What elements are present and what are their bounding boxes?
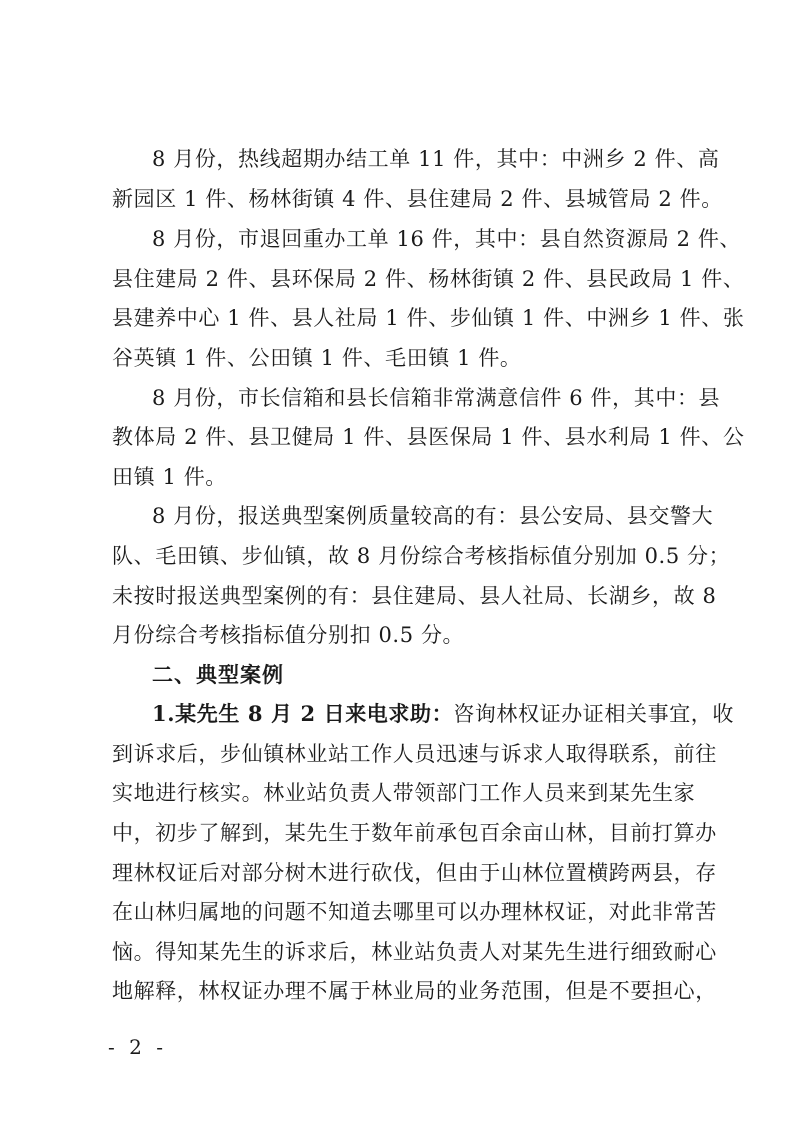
section-heading: 二、典型案例 — [152, 663, 284, 687]
paragraph-line: 谷英镇 1 件、公田镇 1 件、毛田镇 1 件。 — [112, 346, 522, 370]
paragraph-line: 中，初步了解到，某先生于数年前承包百余亩山林，目前打算办 — [112, 821, 717, 845]
paragraph-line: 田镇 1 件。 — [112, 465, 227, 489]
paragraph-line: 在山林归属地的问题不知道去哪里可以办理林权证，对此非常苦 — [112, 900, 717, 924]
paragraph-line: 新园区 1 件、杨林街镇 4 件、县住建局 2 件、县城管局 2 件。 — [112, 187, 723, 211]
paragraph-line: 月份综合考核指标值分别扣 0.5 分。 — [112, 623, 465, 647]
paragraph-line: 教体局 2 件、县卫健局 1 件、县医保局 1 件、县水利局 1 件、公 — [112, 425, 745, 449]
paragraph-line: 未按时报送典型案例的有：县住建局、县人社局、长湖乡，故 8 — [112, 584, 717, 608]
paragraph-line: 到诉求后，步仙镇林业站工作人员迅速与诉求人取得联系，前往 — [112, 742, 717, 766]
paragraph-line: 8 月份，市退回重办工单 16 件，其中：县自然资源局 2 件、 — [152, 227, 742, 251]
paragraph-line: 县住建局 2 件、县环保局 2 件、杨林街镇 2 件、县民政局 1 件、 — [112, 267, 745, 291]
paragraph-line: 8 月份，市长信箱和县长信箱非常满意信件 6 件，其中：县 — [152, 386, 721, 410]
paragraph-line: 地解释，林权证办理不属于林业局的业务范围，但是不要担心， — [112, 979, 717, 1003]
paragraph-line: 队、毛田镇、步仙镇，故 8 月份综合考核指标值分别加 0.5 分； — [112, 544, 731, 568]
case-first-line-text: 咨询林权证办证相关事宜，收 — [453, 702, 735, 726]
paragraph-line: 理林权证后对部分树木进行砍伐，但由于山林位置横跨两县，存 — [112, 861, 717, 885]
case-title: 1.某先生 8 月 2 日来电求助： — [152, 701, 454, 726]
paragraph-line: 8 月份，报送典型案例质量较高的有：县公安局、县交警大 — [152, 504, 714, 528]
paragraph-line: 实地进行核实。林业站负责人带领部门工作人员来到某先生家 — [112, 781, 696, 805]
case-first-line — [152, 694, 734, 734]
paragraph-line: 恼。得知某先生的诉求后，林业站负责人对某先生进行细致耐心 — [112, 940, 717, 964]
page-number: - 2 - — [108, 1035, 167, 1059]
paragraph-line: 8 月份，热线超期办结工单 11 件，其中：中洲乡 2 件、高 — [152, 147, 720, 171]
paragraph-line: 县建养中心 1 件、县人社局 1 件、步仙镇 1 件、中洲乡 1 件、张 — [112, 306, 745, 330]
